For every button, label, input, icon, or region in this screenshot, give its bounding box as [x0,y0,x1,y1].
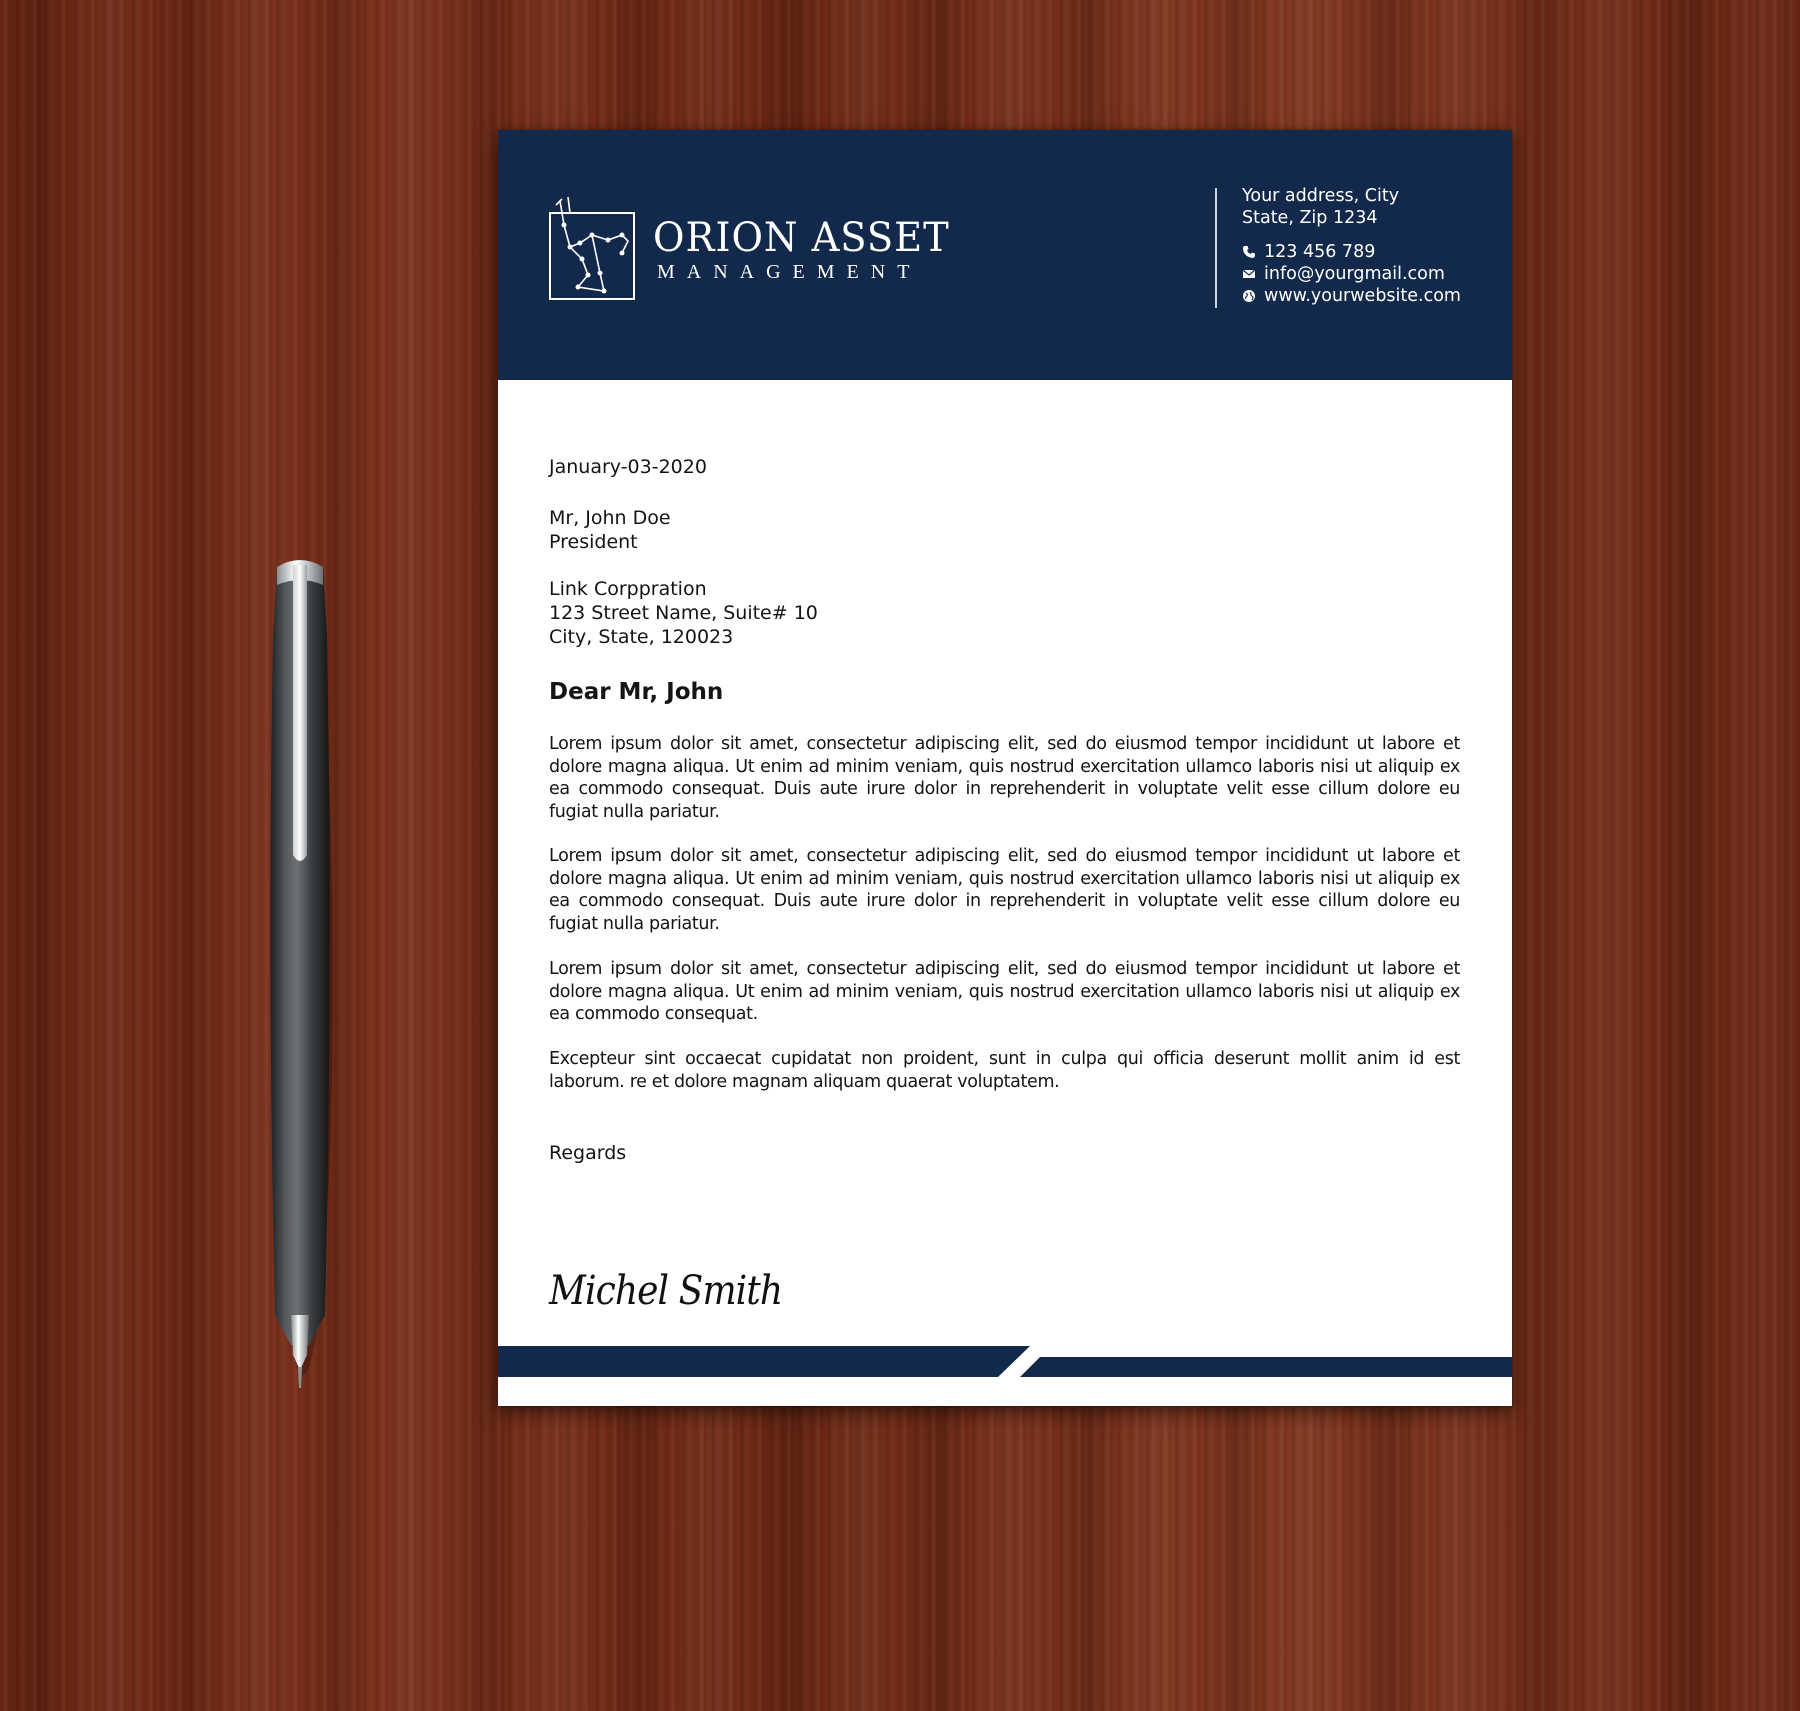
phone-number: 123 456 789 [1264,242,1376,262]
recipient-block [549,506,1460,554]
header-divider [1215,188,1217,308]
body-paragraph: Lorem ipsum dolor sit amet, consectetur adipiscing elit, sed do eiusmod tempor incididunt ut labore et dolore magna aliqua. Ut enim ad minim veniam, quis nostrud exercitation ullamco laboris nisi ut aliquip ex ea commodo consequat. Duis aute irure dolor in reprehenderit in voluptate velit esse cillum dolore eu fugiat nulla pariatur. [549,846,1460,934]
email-address: info@yourgmail.com [1264,264,1445,284]
address-line-1: Your address, City [1242,186,1400,206]
body-paragraph: Lorem ipsum dolor sit amet, consectetur adipiscing elit, sed do eiusmod tempor incididunt ut labore et dolore magna aliqua. Ut enim ad minim veniam, quis nostrud exercitation ullamco laboris nisi ut aliquip ex ea commodo consequat. Duis aute irure dolor in reprehenderit in voluptate velit esse cillum dolore eu fugiat nulla pariatur. [549,734,1460,822]
recipient-company: Link Corppration [549,578,707,600]
address-line-2: State, Zip 1234 [1242,208,1378,228]
recipient-name: Mr, John Doe [549,507,671,529]
letterhead-header [498,130,1512,380]
email-icon [1242,267,1256,281]
orion-constellation-icon [548,195,648,300]
company-tagline: MANAGEMENT [657,261,922,283]
closing: Regards [549,1142,627,1164]
letter-date: January-03-2020 [549,456,707,478]
globe-icon [1242,289,1256,303]
signature: Michel Smith [549,1268,783,1314]
pen-image [265,555,335,1390]
recipient-address-block [549,577,1460,649]
recipient-title: President [549,531,638,553]
phone-icon [1242,245,1256,259]
contact-info [1242,185,1461,307]
letterhead-paper [498,130,1512,1406]
body-paragraph: Lorem ipsum dolor sit amet, consectetur adipiscing elit, sed do eiusmod tempor incididunt ut labore et dolore magna aliqua. Ut enim ad minim veniam, quis nostrud exercitation ullamco laboris nisi ut aliquip ex ea commodo consequat. [549,959,1460,1024]
website-row [1242,285,1461,307]
recipient-city: City, State, 120023 [549,626,734,648]
company-logo-text [653,215,962,283]
recipient-street: 123 Street Name, Suite# 10 [549,602,818,624]
letterhead-footer-band [498,1346,1512,1406]
email-row [1242,263,1461,285]
body-paragraph: Excepteur sint occaecat cupidatat non proident, sunt in culpa qui officia deserunt mollit anim id est laborum. re et dolore magnam aliquam quaerat voluptatem. [549,1049,1460,1092]
salutation: Dear Mr, John [549,679,724,705]
phone-row [1242,241,1461,263]
company-name: ORION ASSET [653,215,950,261]
website-url: www.yourwebsite.com [1264,286,1461,306]
